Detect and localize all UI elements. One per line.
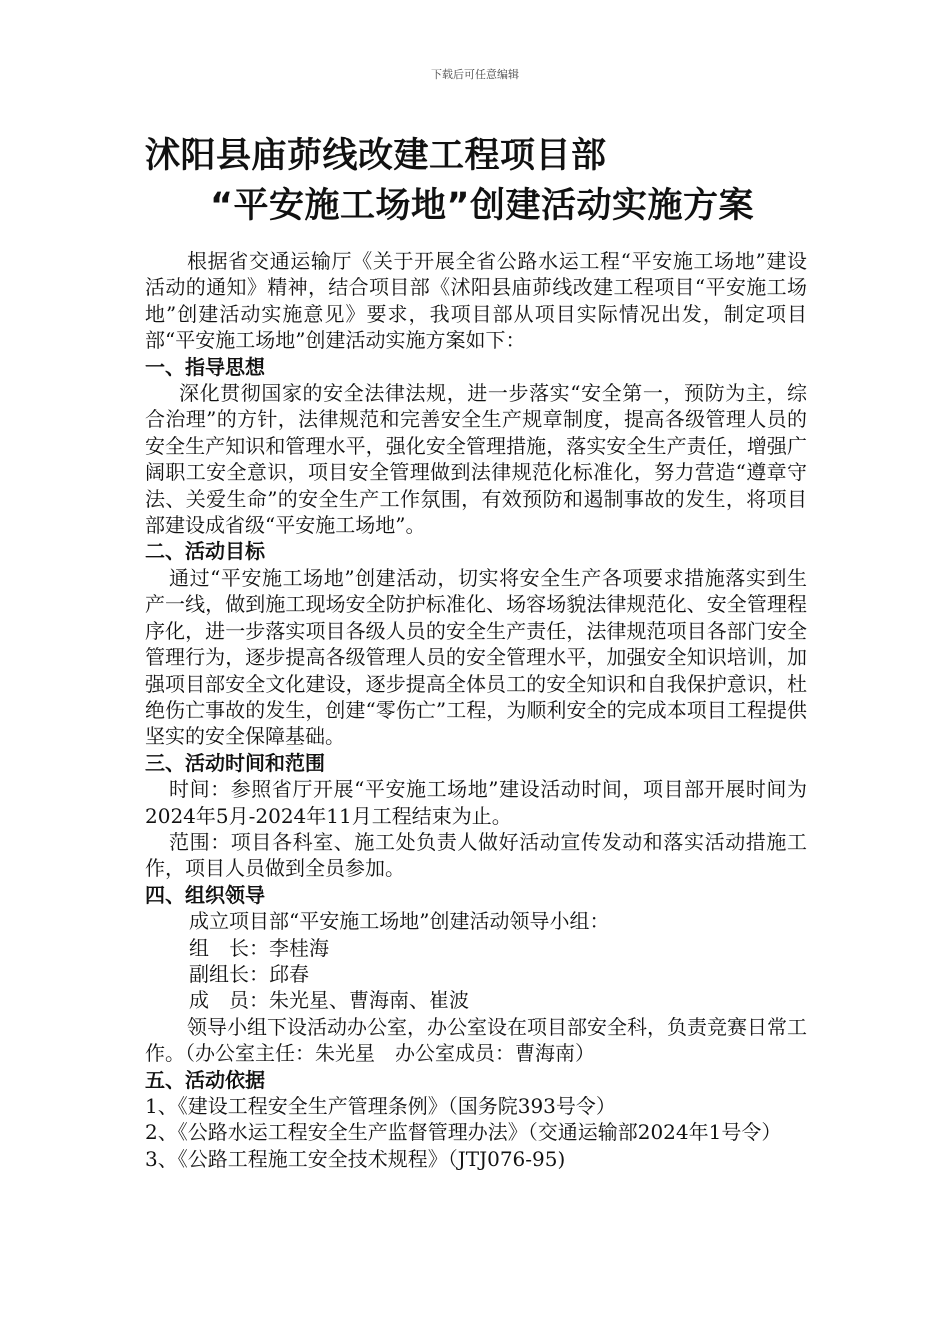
basis-item: 1、《建设工程安全生产管理条例》（国务院393号令） [145,1094,616,1118]
section-3-time: 时间：参照省厅开展“平安施工场地”建设活动时间，项目部开展时间为2024年5月-2024年11月工程结束为止。 [145,777,807,828]
office-paragraph: 领导小组下设活动办公室，办公室设在项目部安全科，负责竞赛日常工作。（办公室主任：朱光星 办公室成员：曹海南） [145,1014,807,1066]
basis-item: 2、《公路水运工程安全生产监督管理办法》（交通运输部2024年1号令） [145,1120,782,1145]
group-deputy-leader: 副组长：邱春 [189,961,309,986]
section-2-paragraph: 通过“平安施工场地”创建活动，切实将安全生产各项要求措施落实到生产一线，做到施工现场安全防护标准化、场容场貌法律规范化、安全管理程序化，进一步落实项目各级人员的安全生产责任，法律规范项目各部门安全管理行为，逐步提高各级管理人员的安全管理水平，加强安全知识培训，加强项目部安全文化建设，逐步提高全体员工的安全知识和自我保护意识，杜绝伤亡事故的发生，创建“零伤亡”工程，为顺利安全的完成本项目工程提供坚实的安全保障基础。 [145,565,807,749]
document-body [145,248,807,1172]
section-3-scope: 范围：项目各科室、施工处负责人做好活动宣传发动和落实活动措施工作，项目人员做到全员参加。 [145,829,807,881]
basis-item: 3、《公路工程施工安全技术规程》（JTJ076-95) [145,1146,566,1171]
section-2-heading: 二、活动目标 [145,539,265,564]
group-leader: 组 长：李桂海 [189,935,329,960]
intro-paragraph: 根据省交通运输厅《关于开展全省公路水运工程“平安施工场地”建设活动的通知》精神，结合项目部《沭阳县庙茆线改建工程项目“平安施工场地”创建活动实施意见》要求，我项目部从项目实际情况出发，制定项目部“平安施工场地”创建活动实施方案如下： [145,249,807,353]
section-4-heading: 四、组织领导 [145,882,265,907]
page-header-note: 下载后可任意编辑 [431,68,519,81]
section-5-heading: 五、活动依据 [145,1067,265,1092]
document-title-line-1: 沭阳县庙茆线改建工程项目部 [145,136,607,176]
section-1-paragraph: 深化贯彻国家的安全法律法规，进一步落实“安全第一，预防为主，综合治理”的方针，法律规范和完善安全生产规章制度，提高各级管理人员的安全生产知识和管理水平，强化安全管理措施，落实安全生产责任，增强广阔职工安全意识，项目安全管理做到法律规范化标准化，努力营造“遵章守法、关爱生命”的安全生产工作氛围，有效预防和遏制事故的发生，将项目部建设成省级“平安施工场地”。 [145,381,807,538]
section-1-heading: 一、指导思想 [145,354,265,379]
section-3-heading: 三、活动时间和范围 [145,750,325,775]
section-4-intro: 成立项目部“平安施工场地”创建活动领导小组： [189,909,610,934]
group-members: 成 员：朱光星、曹海南、崔波 [189,988,469,1013]
document-title-line-2: “平安施工场地”创建活动实施方案 [210,186,755,226]
